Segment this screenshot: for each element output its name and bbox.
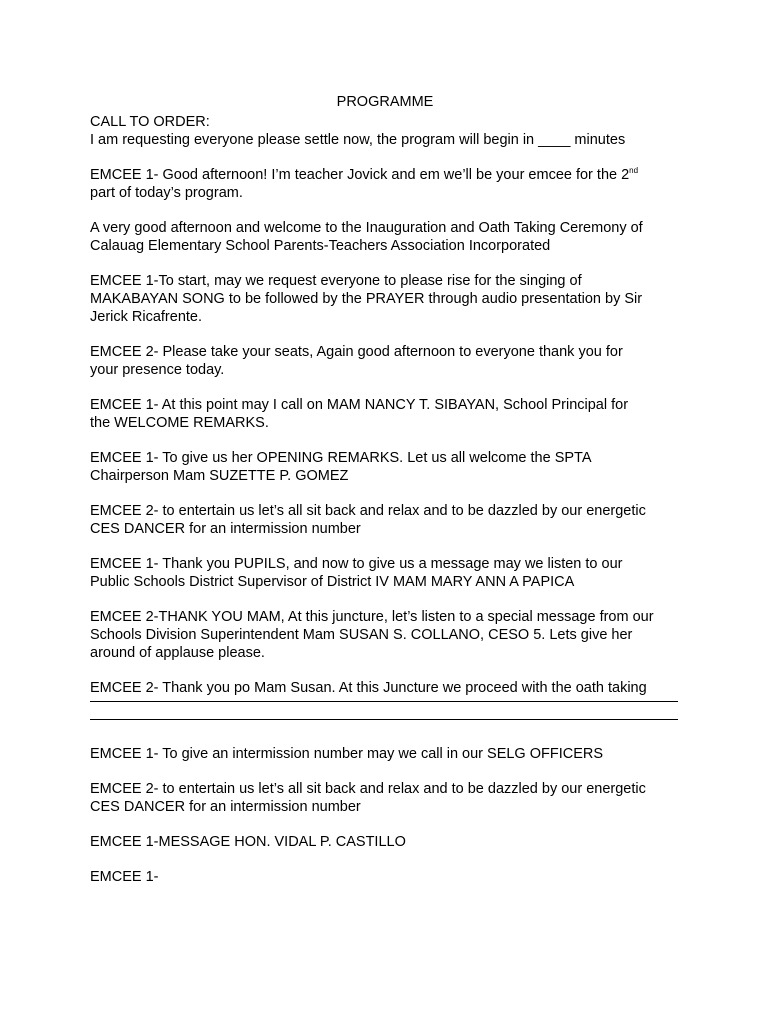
paragraph-line: Schools Division Superintendent Mam SUSAN S. COLLANO, CESO 5. Lets give her	[90, 627, 633, 643]
paragraph-message-castillo	[90, 833, 680, 851]
paragraph-selg-officers	[90, 745, 680, 763]
paragraph-line: EMCEE 1-To start, may we request everyone to please rise for the singing of	[90, 273, 582, 289]
paragraph-opening-remarks	[90, 449, 680, 485]
paragraph-line: MAKABAYAN SONG to be followed by the PRAYER through audio presentation by Sir	[90, 291, 643, 307]
paragraph-district-supervisor	[90, 555, 680, 591]
paragraph-superintendent-message	[90, 608, 680, 662]
paragraph-line: EMCEE 2- to entertain us let’s all sit back and relax and to be dazzled by our energetic	[90, 503, 646, 519]
paragraph-line: CES DANCER for an intermission number	[90, 799, 361, 815]
paragraph-line: EMCEE 2- Thank you po Mam Susan. At this Juncture we proceed with the oath taking	[90, 680, 647, 696]
paragraph-line: EMCEE 2-THANK YOU MAM, At this juncture, let’s listen to a special message from our	[90, 609, 654, 625]
paragraph-line: EMCEE 1-MESSAGE HON. VIDAL P. CASTILLO	[90, 834, 406, 850]
paragraph-oath-taking	[90, 679, 680, 697]
paragraph-line: CES DANCER for an intermission number	[90, 521, 361, 537]
paragraph-line: EMCEE 1- To give an intermission number may we call in our SELG OFFICERS	[90, 746, 604, 762]
paragraph-line: Jerick Ricafrente.	[90, 309, 203, 325]
blank-rule-line	[90, 701, 678, 702]
paragraph-intermission-dancer	[90, 502, 680, 538]
paragraph-line: Calauag Elementary School Parents-Teachers Association Incorporated	[90, 238, 551, 254]
page-title: PROGRAMME	[336, 94, 434, 110]
paragraph-line: EMCEE 2- to entertain us let’s all sit back and relax and to be dazzled by our energetic	[90, 781, 646, 797]
paragraph-welcome	[90, 219, 680, 255]
paragraph-line: EMCEE 2- Please take your seats, Again good afternoon to everyone thank you for	[90, 344, 623, 360]
document-page	[90, 93, 680, 903]
ordinal-superscript: nd	[629, 166, 639, 175]
paragraph-anthem-prayer	[90, 272, 680, 326]
paragraph-line-text: EMCEE 1- Good afternoon! I’m teacher Jovick and em we’ll be your emcee for the 2	[90, 167, 630, 183]
paragraph-line: Public Schools District Supervisor of District IV MAM MARY ANN A PAPICA	[90, 574, 575, 590]
paragraph-final-emcee	[90, 868, 680, 886]
paragraph-emcee-intro	[90, 166, 680, 202]
paragraph-line: EMCEE 1- At this point may I call on MAM NANCY T. SIBAYAN, School Principal for	[90, 397, 629, 413]
paragraph-line: part of today’s program.	[90, 185, 243, 201]
paragraph-line	[90, 166, 680, 184]
paragraph-take-seats	[90, 343, 680, 379]
paragraph-line: EMCEE 1- Thank you PUPILS, and now to give us a message may we listen to our	[90, 556, 623, 572]
blank-rule-line	[90, 719, 678, 720]
paragraph-line: EMCEE 1-	[90, 869, 159, 885]
paragraph-line: around of applause please.	[90, 645, 265, 661]
call-to-order-section	[90, 113, 680, 149]
paragraph-line: the WELCOME REMARKS.	[90, 415, 269, 431]
paragraph-line: Chairperson Mam SUZETTE P. GOMEZ	[90, 468, 349, 484]
paragraph-intermission-dancer-2	[90, 780, 680, 816]
paragraph-line: EMCEE 1- To give us her OPENING REMARKS. Let us all welcome the SPTA	[90, 450, 592, 466]
call-to-order-text: I am requesting everyone please settle now, the program will begin in ____ minutes	[90, 132, 626, 148]
call-to-order-heading: CALL TO ORDER:	[90, 114, 210, 130]
paragraph-welcome-remarks	[90, 396, 680, 432]
paragraph-line: your presence today.	[90, 362, 225, 378]
paragraph-line: A very good afternoon and welcome to the Inauguration and Oath Taking Ceremony of	[90, 220, 643, 236]
